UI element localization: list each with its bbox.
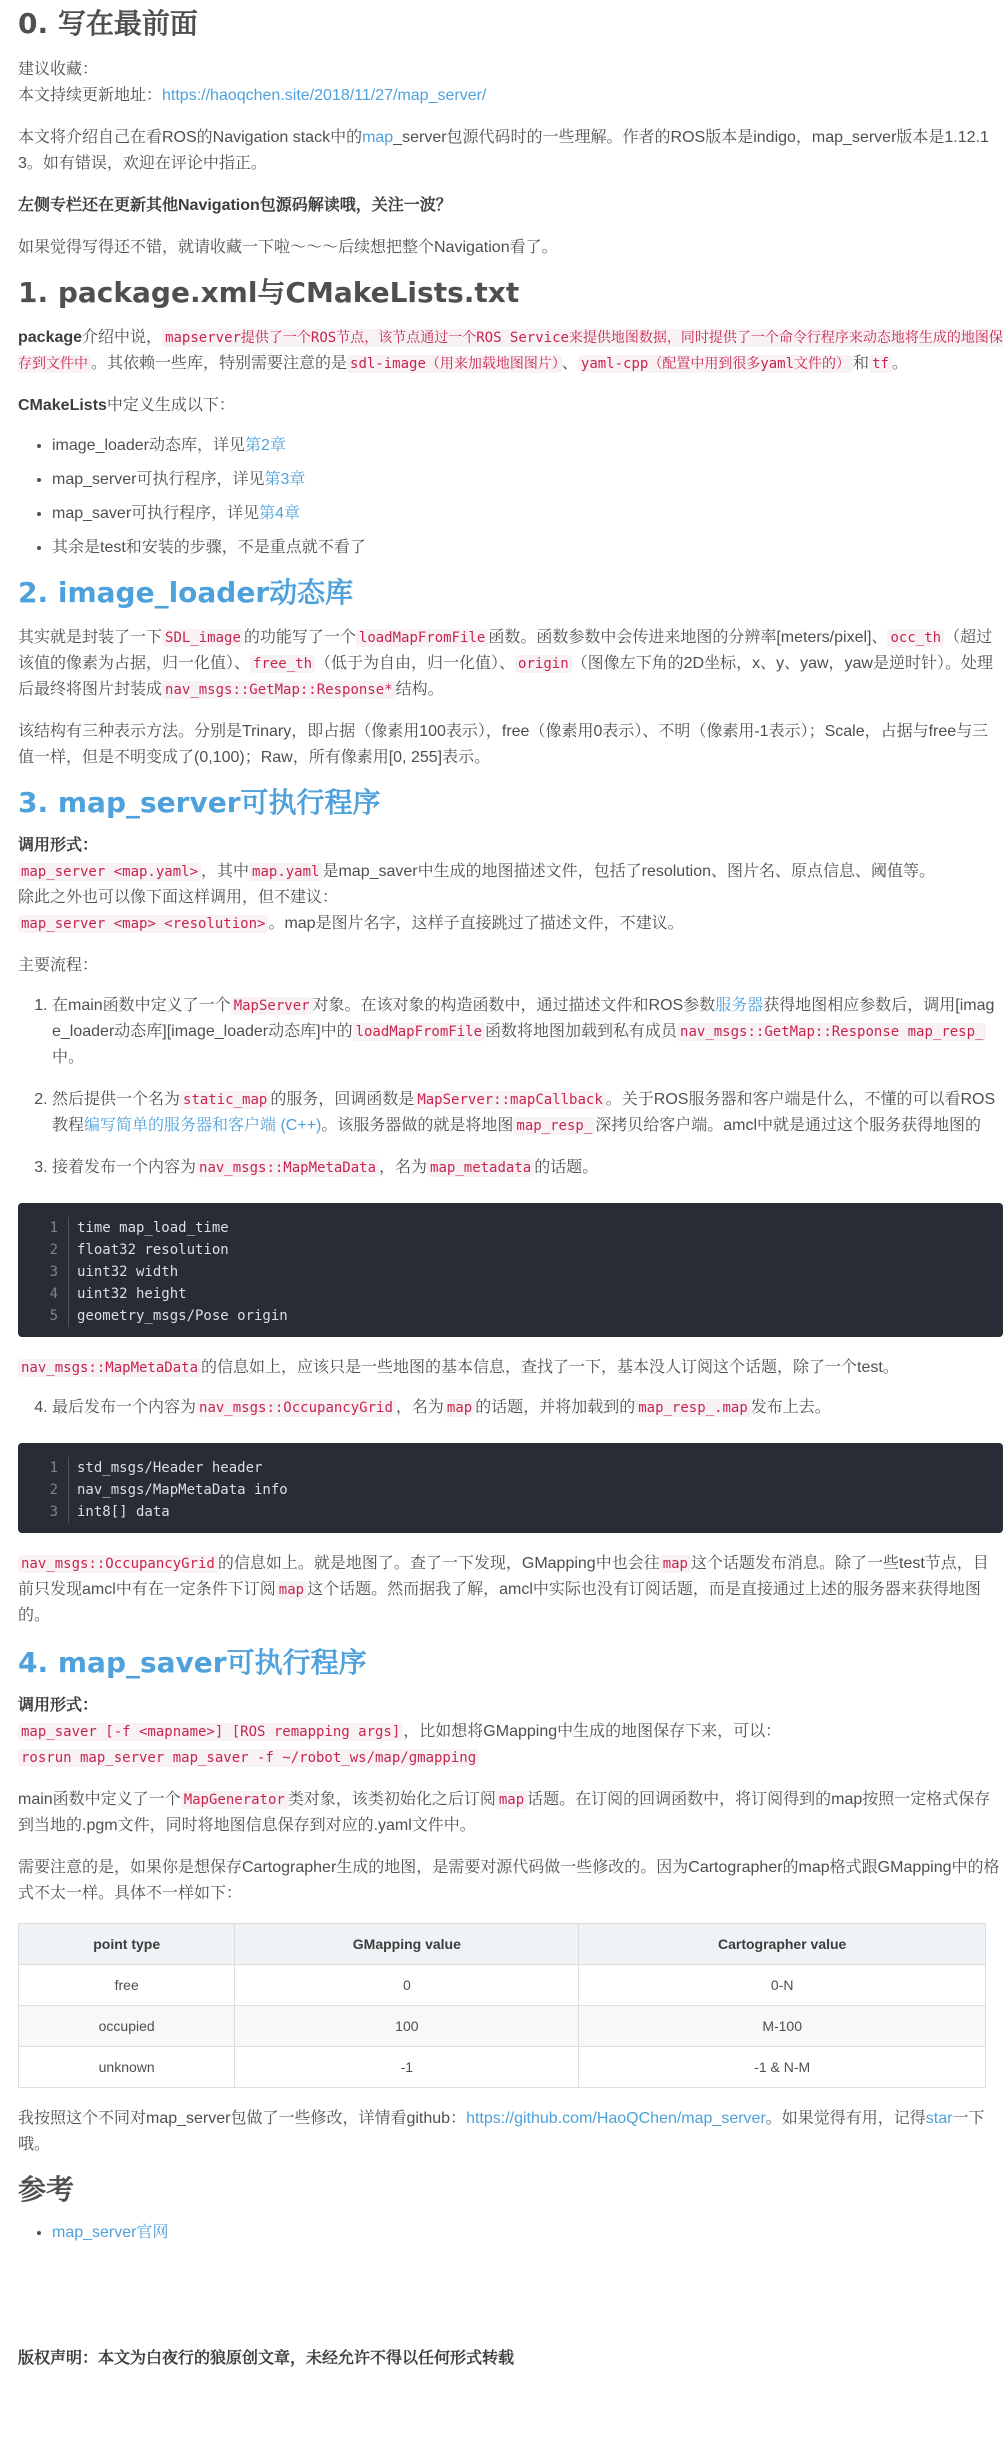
- update-url-line: 本文持续更新地址：https://haoqchen.site/2018/11/27/map_server/: [18, 87, 487, 104]
- table-header-cell: GMapping value: [235, 1924, 579, 1965]
- table-cell: -1 & N-M: [579, 2047, 986, 2088]
- section-0-title: 0. 写在最前面: [18, 7, 198, 40]
- saver-call-line-2: rosrun map_server map_saver -f ~/robot_ws/map/gmapping: [18, 1745, 1003, 1771]
- table-cell: -1: [235, 2047, 579, 2088]
- occupancy-grid-note: nav_msgs::OccupancyGrid 的信息如上。就是地图了。查了一下发现，GMapping中也会往 map 这个话题发布消息。除了一些test节点，目前只发现amcl中有在一定条件下订阅 map 这个话题。然而据我了解，amcl中实际也没有订阅话题，而是直接通过上述的服务器来获得地图的。: [18, 1555, 989, 1624]
- map-metadata-note: nav_msgs::MapMetaData 的信息如上，应该只是一些地图的基本信息，查找了一下，基本没人订阅这个话题，除了一个test。: [18, 1355, 1003, 1381]
- table-cell: 0: [235, 1965, 579, 2006]
- code-line: 3 int8[] data: [30, 1501, 991, 1523]
- saver-call-label: 调用形式：: [18, 1697, 99, 1714]
- code-line: 5 geometry_msgs/Pose origin: [30, 1305, 991, 1327]
- flow-step: 3. 接着发布一个内容为 nav_msgs::MapMetaData ，名为 map_metadata 的话题。: [52, 1155, 1003, 1181]
- code-block-occupancy-grid: [18, 1443, 1003, 1533]
- github-link[interactable]: https://github.com/HaoQChen/map_server: [466, 2110, 766, 2127]
- flow-step: 4. 最后发布一个内容为 nav_msgs::OccupancyGrid ，名为 map 的话题，并将加载到的 map_resp_.map 发布上去。: [52, 1395, 1003, 1421]
- follow-hint: 左侧专栏还在更新其他Navigation包源码解读哦，关注一波？: [18, 197, 452, 214]
- github-paragraph: 我按照这个不同对map_server包做了一些修改，详情看github：https://github.com/HaoQChen/map_server。如果觉得有用，记得star一下哦。: [18, 2110, 985, 2153]
- list-item: • 其余是test和安装的步骤，不是重点就不看了: [52, 535, 1003, 561]
- code-line: 1 time map_load_time: [30, 1217, 991, 1239]
- call-form-label: 调用形式：: [18, 837, 99, 854]
- table-row: [19, 2047, 986, 2088]
- code-line: 3 uint32 width: [30, 1261, 991, 1283]
- section-4-title: 4. map_saver可执行程序: [18, 1646, 367, 1679]
- copyright-notice: 版权声明：本文为白夜行的狼原创文章，未经允许不得以任何形式转载: [18, 2350, 515, 2367]
- representation-paragraph: 该结构有三种表示方法。分别是Trinary，即占据（像素用100表示），free（像素用0表示）、不明（像素用-1表示）；Scale，占据与free与三值一样，但是不明变成了(0,100)；Raw，所有像素用[0, 255]表示。: [18, 723, 989, 766]
- list-item: • map_saver可执行程序，详见第4章: [52, 501, 1003, 527]
- package-paragraph: package介绍中说， mapserver提供了一个ROS节点，该节点通过一个ROS Service来提供地图数据，同时提供了一个命令行程序来动态地将生成的地图保存到文件中 。其依赖一些库，特别需要注意的是 sdl-image（用来加载地图图片） 、 yaml-cpp（配置中用到很多yaml文件的） 和 tf 。: [18, 329, 1003, 372]
- table-row: [19, 1965, 986, 2006]
- saver-call-line-1: map_saver [-f <mapname>] [ROS remapping args] ，比如想将GMapping中生成的地图保存下来，可以：: [18, 1719, 1003, 1745]
- map-value-table: [18, 1923, 986, 2088]
- ros-tutorial-link[interactable]: 编写简单的服务器和客户端 (C++): [84, 1117, 322, 1134]
- cmakelists-paragraph: CMakeLists中定义生成以下：: [18, 397, 235, 414]
- table-row: [19, 2006, 986, 2047]
- flow-step: 1. 在main函数中定义了一个 MapServer 对象。在该对象的构造函数中，通过描述文件和ROS参数服务器获得地图相应参数后，调用[image_loader动态库][image_loader动态库]中的 loadMapFromFile 函数将地图加载到私有成员 nav_msgs::GetMap::Response map_resp_中。: [52, 993, 1003, 1071]
- chapter-4-link[interactable]: 第4章: [259, 505, 301, 522]
- image-loader-paragraph: 其实就是封装了一下 SDL_image 的功能写了一个 loadMapFromFile 函数。函数参数中会传进来地图的分辨率[meters/pixel]、 occ_th （超过该值的像素为占据，归一化值）、 free_th （低于为自由，归一化值）、 origin （图像左下角的2D坐标，x、y、yaw，yaw是逆时针）。处理后最终将图片封装成 nav_msgs::GetMap::Response* 结构。: [18, 629, 993, 698]
- bookmark-paragraph: 如果觉得写得还不错，就请收藏一下啦～～～后续想把整个Navigation看了。: [18, 239, 558, 256]
- references-title: 参考: [18, 2173, 75, 2206]
- list-item: • map_server可执行程序，详见第3章: [52, 467, 1003, 493]
- call-form-line-3: map_server <map> <resolution> 。map是图片名字，这样子直接跳过了描述文件，不建议。: [18, 911, 1003, 937]
- table-header-row: [19, 1924, 986, 1965]
- call-form-line-2: 除此之外也可以像下面这样调用，但不建议：: [18, 889, 339, 906]
- chapter-2-link[interactable]: 第2章: [244, 437, 286, 454]
- section-3-title: 3. map_server可执行程序: [18, 786, 381, 819]
- code-line: 2 float32 resolution: [30, 1239, 991, 1261]
- table-cell: unknown: [19, 2047, 235, 2088]
- server-link[interactable]: 服务器: [715, 997, 764, 1014]
- table-cell: M-100: [579, 2006, 986, 2047]
- table-header-cell: point type: [19, 1924, 235, 1965]
- list-item: [52, 2220, 1003, 2246]
- intro-paragraph: 本文将介绍自己在看ROS的Navigation stack中的map_server包源代码时的一些理解。作者的ROS版本是indigo，map_server版本是1.12.13。如有错误，欢迎在评论中指正。: [18, 129, 989, 172]
- table-cell: free: [19, 1965, 235, 2006]
- cmake-targets-list: [18, 433, 1003, 561]
- main-flow-list-cont: [18, 1395, 1003, 1421]
- section-2-title: 2. image_loader动态库: [18, 576, 354, 609]
- call-form-line-1: map_server <map.yaml> ，其中 map.yaml 是map_saver中生成的地图描述文件，包括了resolution、图片名、原点信息、阈值等。: [18, 859, 1003, 885]
- map-link[interactable]: map: [362, 129, 394, 146]
- update-url-link[interactable]: https://haoqchen.site/2018/11/27/map_server/: [162, 87, 487, 104]
- code-block-map-metadata: [18, 1203, 1003, 1337]
- section-1-title: 1. package.xml与CMakeLists.txt: [18, 276, 520, 309]
- main-flow-label: 主要流程：: [18, 957, 99, 974]
- table-header-cell: Cartographer value: [579, 1924, 986, 1965]
- table-cell: 0-N: [579, 1965, 986, 2006]
- main-flow-list: [18, 993, 1003, 1181]
- code-line: 1 std_msgs/Header header: [30, 1457, 991, 1479]
- cartographer-note: 需要注意的是，如果你是想保存Cartographer生成的地图，是需要对源代码做一些修改的。因为Cartographer的map格式跟GMapping中的格式不太一样。具体不一样如下：: [18, 1859, 1000, 1902]
- code-line: 4 uint32 height: [30, 1283, 991, 1305]
- star-link[interactable]: star: [925, 2110, 953, 2127]
- bookmark-hint: 建议收藏：: [18, 61, 99, 78]
- table-cell: occupied: [19, 2006, 235, 2047]
- list-item: • image_loader动态库，详见第2章: [52, 433, 1003, 459]
- table-cell: 100: [235, 2006, 579, 2047]
- code-line: 2 nav_msgs/MapMetaData info: [30, 1479, 991, 1501]
- references-list: [18, 2220, 1003, 2246]
- flow-step: 2. 然后提供一个名为 static_map 的服务，回调函数是 MapServer::mapCallback 。关于ROS服务器和客户端是什么，不懂的可以看ROS教程编写简单的服务器和客户端 (C++)。该服务器做的就是将地图 map_resp_ 深拷贝给客户端。amcl中就是通过这个服务获得地图的: [52, 1087, 1003, 1139]
- map-server-wiki-link[interactable]: map_server官网: [52, 2224, 169, 2241]
- saver-main-paragraph: main函数中定义了一个 MapGenerator 类对象，该类初始化之后订阅 map 话题。在订阅的回调函数中，将订阅得到的map按照一定格式保存到当地的.pgm文件，同时将地图信息保存到对应的.yaml文件中。: [18, 1791, 991, 1834]
- chapter-3-link[interactable]: 第3章: [264, 471, 306, 488]
